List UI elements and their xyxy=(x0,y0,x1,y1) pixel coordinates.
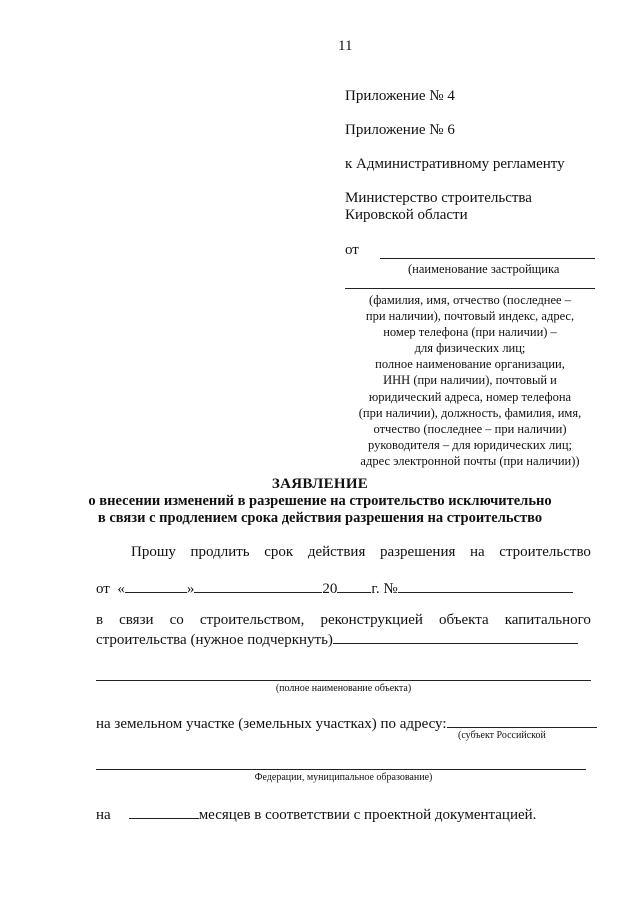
applicant-info-line: адрес электронной почты (при наличии)) xyxy=(360,453,580,468)
title-line-2: о внесении изменений в разрешение на строительство исключительно xyxy=(88,493,552,509)
applicant-info-line: юридический адреса, номер телефона xyxy=(368,389,572,404)
request-word: разрешения xyxy=(379,544,456,560)
object-caption: (полное наименование объекта) xyxy=(275,683,412,694)
subject-caption: (субъект Российской xyxy=(458,730,546,741)
applicant-info-line: руководителя – для юридических лиц; xyxy=(368,437,572,452)
request-word: действия xyxy=(307,544,366,560)
municipality-line[interactable] xyxy=(96,769,586,770)
applicant-info-line: при наличии), почтовый индекс, адрес, xyxy=(365,309,575,324)
request-line xyxy=(131,544,591,561)
month-field[interactable] xyxy=(194,578,322,593)
federation-caption: Федерации, муниципальное образование) xyxy=(254,772,433,783)
applicant-info-line: ИНН (при наличии), почтовый и xyxy=(383,373,557,388)
request-word: строительство xyxy=(499,544,591,560)
object-name-line[interactable] xyxy=(96,680,591,681)
permit-number-field[interactable] xyxy=(398,578,573,593)
applicant-info-line: полное наименование организации, xyxy=(375,357,565,372)
document-title: ЗАЯВЛЕНИЕ xyxy=(271,476,369,492)
year-suffix: г. № xyxy=(371,581,398,597)
quote-close: » xyxy=(186,581,195,597)
applicant-info xyxy=(345,292,595,469)
construction-underline-label: строительства (нужное подчеркнуть) xyxy=(96,632,333,648)
year-field[interactable] xyxy=(337,578,371,593)
ministry-line-1: Министерство строительства xyxy=(345,190,532,206)
connection-word: связи xyxy=(119,612,154,628)
months-line xyxy=(96,804,536,824)
months-text: месяцев в соответствии с проектной документацией. xyxy=(198,807,537,823)
developer-line xyxy=(380,258,595,259)
title-line-3: в связи с продлением срока действия разрешения на строительство xyxy=(97,510,543,526)
regulation-reference: к Административному регламенту xyxy=(345,156,565,172)
from-label: от xyxy=(345,242,359,258)
request-word: срок xyxy=(264,544,294,560)
land-plot-label: на земельном участке (земельных участках) по адресу: xyxy=(96,716,447,732)
applicant-info-line: для физических лиц; xyxy=(414,341,526,356)
construction-line xyxy=(96,629,578,649)
day-field[interactable] xyxy=(125,578,187,593)
applicant-info-line: номер телефона (при наличии) – xyxy=(383,325,557,340)
connection-word: объекта xyxy=(438,612,489,628)
applicant-info-line: (при наличии), должность, фамилия, имя, xyxy=(358,405,582,420)
on-label: на xyxy=(96,807,111,823)
appendix-6: Приложение № 6 xyxy=(345,122,455,138)
developer-caption: (наименование застройщика xyxy=(408,262,560,276)
connection-word: капитального xyxy=(504,612,591,628)
applicant-info-line: (фамилия, имя, отчество (последнее – xyxy=(369,293,571,307)
connection-line xyxy=(96,612,591,629)
connection-word: реконструкцией xyxy=(320,612,423,628)
page-number: 11 xyxy=(338,38,353,54)
applicant-line xyxy=(345,288,595,289)
year-prefix: 20 xyxy=(322,581,338,597)
months-field[interactable] xyxy=(129,804,199,819)
connection-word: строительством, xyxy=(199,612,305,628)
date-line xyxy=(96,578,573,598)
request-word: продлить xyxy=(190,544,250,560)
quote-open: « xyxy=(117,581,125,597)
connection-word: в xyxy=(96,612,104,628)
ministry-line-2: Кировской области xyxy=(345,207,468,223)
request-word: Прошу xyxy=(131,544,176,560)
connection-word: со xyxy=(169,612,184,628)
applicant-info-line: отчество (последнее – при наличии) xyxy=(373,421,567,436)
request-word: на xyxy=(469,544,485,560)
date-from-label: от xyxy=(96,581,110,597)
subject-field[interactable] xyxy=(447,713,597,728)
appendix-4: Приложение № 4 xyxy=(345,88,455,104)
construction-type-field[interactable] xyxy=(333,629,578,644)
